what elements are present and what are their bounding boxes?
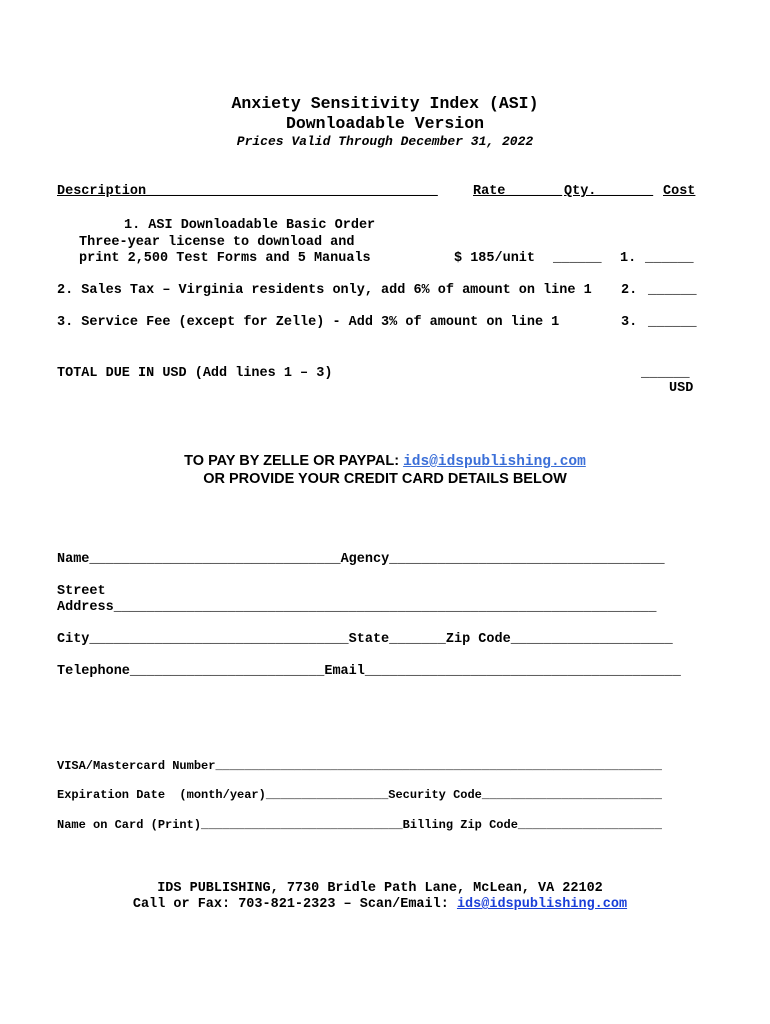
security-code-label: Security Code — [388, 788, 482, 802]
cost-header: Cost — [663, 184, 696, 199]
zip-label: Zip Code — [445, 632, 511, 647]
city-row — [57, 632, 673, 647]
city-field[interactable]: ________________________________ — [89, 632, 349, 647]
expiration-label: Expiration Date (month/year) — [57, 788, 266, 802]
card-name-field[interactable]: ____________________________ — [201, 818, 403, 832]
address-field[interactable]: ___________________________________________________________________ — [113, 600, 657, 615]
telephone-field[interactable]: ________________________ — [129, 664, 325, 679]
agency-label: Agency — [340, 552, 390, 567]
total-label: TOTAL DUE IN USD (Add lines 1 – 3) — [57, 366, 333, 381]
service-fee-number: 3. — [621, 315, 638, 330]
credit-card-instructions: OR PROVIDE YOUR CREDIT CARD DETAILS BELOW — [203, 471, 567, 487]
street-label: Street — [57, 584, 106, 599]
expiration-row — [57, 788, 662, 802]
address-row — [57, 600, 657, 615]
page-subtitle: Downloadable Version — [285, 114, 485, 133]
total-field[interactable]: ______ — [641, 366, 690, 381]
item-qty-field[interactable]: ______ — [553, 251, 602, 266]
payment-email-link[interactable]: ids@idspublishing.com — [403, 454, 586, 470]
sales-tax-line: 2. Sales Tax – Virginia residents only, add 6% of amount on line 1 — [57, 283, 592, 298]
card-number-row — [57, 759, 662, 773]
telephone-row — [57, 664, 681, 679]
item-rate: $ 185/unit — [454, 251, 536, 266]
sales-tax-field[interactable]: ______ — [648, 283, 697, 298]
agency-field[interactable]: __________________________________ — [389, 552, 665, 567]
security-code-field[interactable]: _________________________ — [481, 788, 662, 802]
billing-zip-field[interactable]: ____________________ — [517, 818, 662, 832]
footer-contact — [0, 897, 760, 912]
description-header: Description____________________________________ — [57, 184, 438, 199]
address-label: Address — [57, 600, 114, 615]
telephone-label: Telephone — [57, 664, 130, 679]
item-line-number: 1. — [620, 251, 637, 266]
rate-header: Rate_______ — [473, 184, 563, 199]
item-line-1: 1. ASI Downloadable Basic Order — [124, 218, 376, 233]
card-name-row — [57, 818, 662, 832]
email-label: Email — [324, 664, 365, 679]
name-row — [57, 552, 665, 567]
zip-field[interactable]: ____________________ — [510, 632, 673, 647]
card-name-label: Name on Card (Print) — [57, 818, 202, 832]
card-number-field[interactable]: ______________________________________________________________ — [215, 759, 662, 773]
total-currency: USD — [669, 381, 694, 396]
sales-tax-number: 2. — [621, 283, 638, 298]
footer-email-link[interactable]: ids@idspublishing.com — [456, 897, 628, 912]
name-label: Name — [57, 552, 90, 567]
item-cost-field[interactable]: ______ — [645, 251, 694, 266]
state-label: State — [348, 632, 390, 647]
payment-instructions — [0, 453, 770, 470]
service-fee-field[interactable]: ______ — [648, 315, 697, 330]
city-label: City — [57, 632, 90, 647]
footer-address: IDS PUBLISHING, 7730 Bridle Path Lane, McLean, VA 22102 — [157, 881, 603, 896]
name-field[interactable]: _______________________________ — [89, 552, 341, 567]
item-line-2: Three-year license to download and — [79, 235, 355, 250]
expiration-field[interactable]: _________________ — [265, 788, 389, 802]
billing-zip-label: Billing Zip Code — [402, 818, 518, 832]
card-number-label: VISA/Mastercard Number — [57, 759, 216, 773]
item-line-3: print 2,500 Test Forms and 5 Manuals — [79, 251, 371, 266]
price-validity: Prices Valid Through December 31, 2022 — [236, 134, 534, 149]
footer-contact-text: Call or Fax: 703-821-2323 – Scan/Email: — [132, 897, 457, 912]
page-title: Anxiety Sensitivity Index (ASI) — [231, 94, 539, 113]
qty-header: Qty._______ — [564, 184, 654, 199]
email-field[interactable]: _______________________________________ — [364, 664, 681, 679]
state-field[interactable]: _______ — [389, 632, 446, 647]
service-fee-line: 3. Service Fee (except for Zelle) - Add 3% of amount on line 1 — [57, 315, 560, 330]
payment-prefix: TO PAY BY ZELLE OR PAYPAL: — [184, 453, 404, 469]
